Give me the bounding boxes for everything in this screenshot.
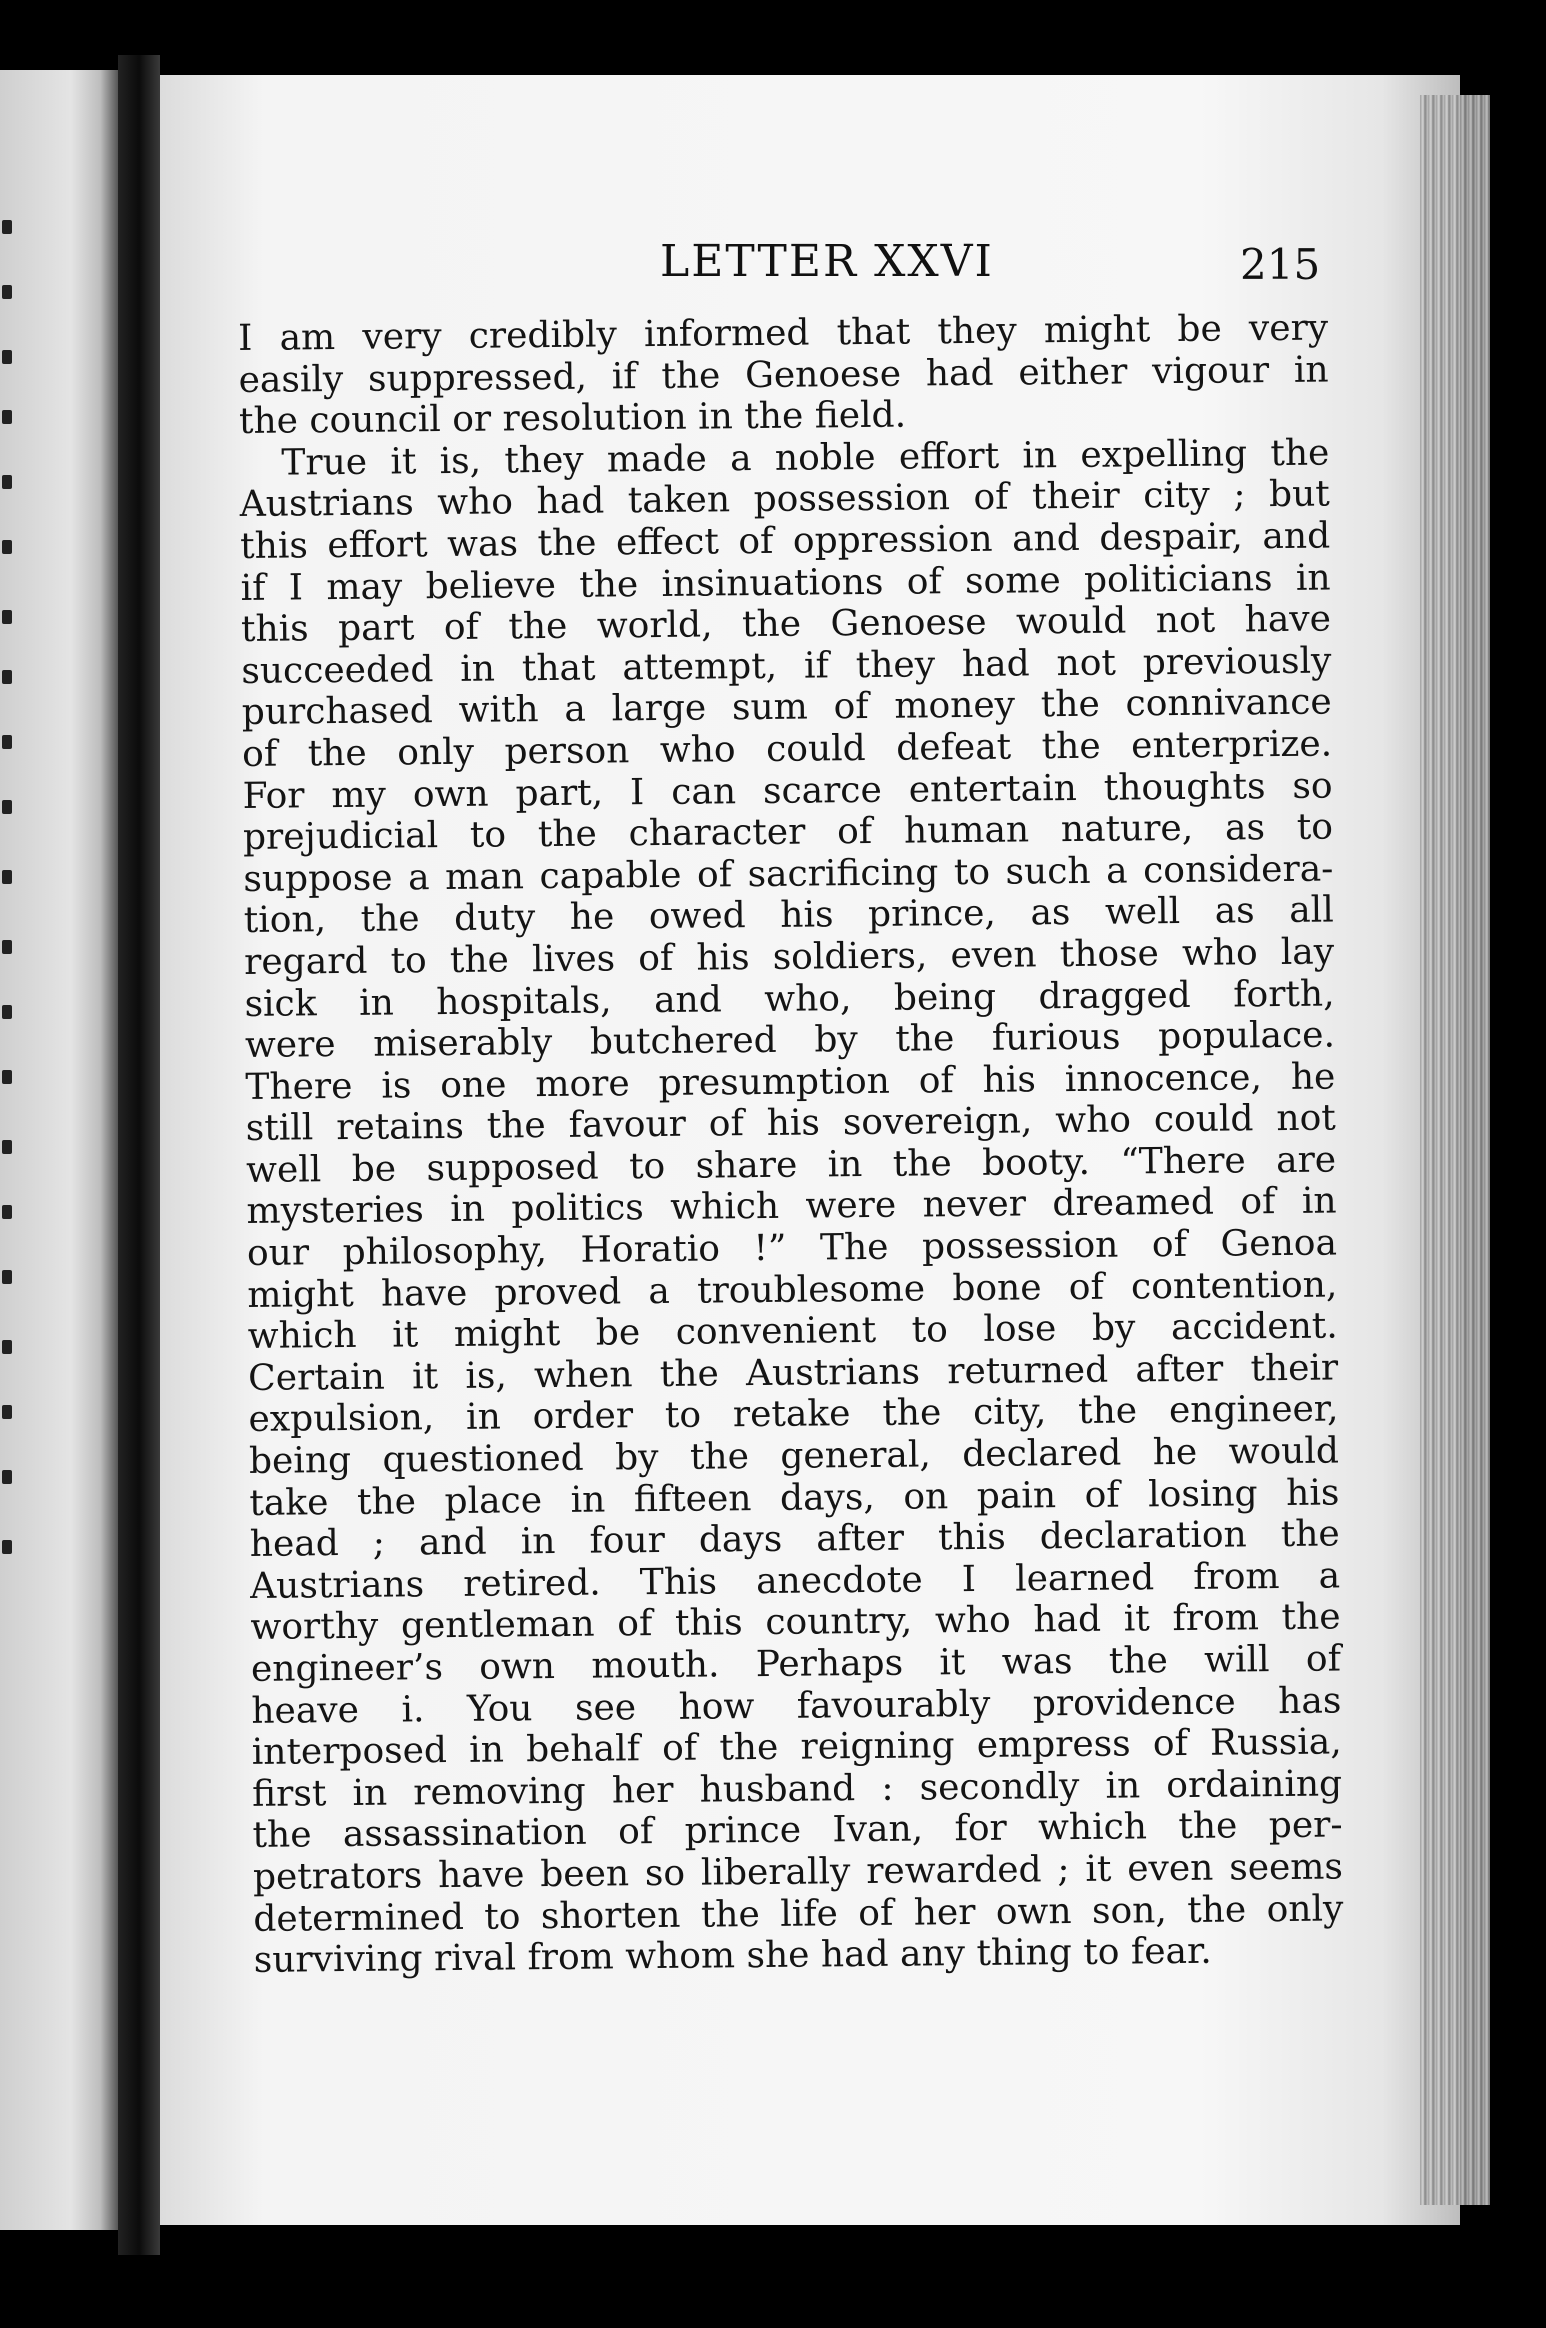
text-line: For my own part, I can scarce entertain thoughts so <box>242 765 1333 817</box>
text-fragment <box>2 670 12 684</box>
text-fragment <box>2 1070 12 1084</box>
text-line: Certain it is, when the Austrians returned after their <box>247 1347 1339 1399</box>
text-fragment <box>2 475 12 489</box>
running-head: LETTER XXVI <box>660 236 994 287</box>
text-line: Austrians retired. This anecdote I learned from a <box>249 1555 1341 1607</box>
text-line: of the only person who could defeat the enterprize. <box>241 723 1333 775</box>
text-line: purchased with a large sum of money the connivance <box>241 681 1332 734</box>
text-fragment <box>2 1140 12 1154</box>
text-line: Austrians who had taken possession of their city ; but <box>239 473 1330 526</box>
text-line: surviving rival from whom she had any thing to fear. <box>253 1930 1212 1982</box>
text-fragment <box>2 220 12 234</box>
text-line: determined to shorten the life of her own son, the only <box>253 1888 1344 1940</box>
text-line: succeeded in that attempt, if they had not previously <box>241 640 1332 692</box>
text-fragment <box>2 1470 12 1484</box>
text-line: if I may believe the insinuations of some politicians in <box>240 557 1331 609</box>
text-fragment <box>2 1340 12 1354</box>
previous-page-text-fragments <box>0 70 20 2230</box>
text-fragment <box>2 350 12 364</box>
text-line: sick in hospitals, and who, being dragged forth, <box>244 973 1335 1025</box>
text-fragment <box>2 540 12 554</box>
text-fragment <box>2 285 12 299</box>
text-line: this effort was the effect of oppression and despair, and <box>239 515 1331 567</box>
text-line: head ; and in four days after this declaration the <box>249 1513 1340 1566</box>
text-line: engineer’s own mouth. Perhaps it was the will of <box>250 1638 1342 1690</box>
text-line: might have proved a troublesome bone of contention, <box>247 1264 1338 1316</box>
text-line: I am very credibly informed that they might be very <box>238 307 1329 359</box>
text-fragment <box>2 1270 12 1284</box>
text-line: this part of the world, the Genoese would not have <box>240 598 1332 651</box>
text-fragment <box>2 940 12 954</box>
text-fragment <box>2 1005 12 1019</box>
text-line: petrators have been so liberally rewarded ; it even seems <box>252 1846 1344 1898</box>
text-fragment <box>2 610 12 624</box>
page-number: 215 <box>1240 240 1321 289</box>
text-line: take the place in fifteen days, on pain of losing his <box>249 1472 1340 1524</box>
text-line: the assassination of prince Ivan, for which the per- <box>252 1804 1343 1857</box>
text-fragment <box>2 735 12 749</box>
text-line: first in removing her husband : secondly in ordaining <box>251 1763 1343 1815</box>
text-line: being questioned by the general, declared he would <box>248 1430 1340 1482</box>
text-line: our philosophy, Horatio !” The possession of Genoa <box>246 1222 1338 1275</box>
text-line: the council or resolution in the field. <box>238 394 907 443</box>
text-line: heave i. You see how favourably providence has <box>251 1680 1342 1732</box>
text-line: True it is, they made a noble effort in expelling the <box>281 432 1330 484</box>
text-fragment <box>2 1405 12 1419</box>
text-fragment <box>2 1205 12 1219</box>
text-line: mysteries in politics which were never dreamed of in <box>246 1180 1337 1233</box>
text-fragment <box>2 410 12 424</box>
text-line: There is one more presumption of his innocence, he <box>245 1056 1336 1108</box>
text-line: tion, the duty he owed his prince, as well as all <box>243 889 1334 942</box>
text-fragment <box>2 1540 12 1554</box>
page-stack-edge <box>1420 95 1490 2205</box>
text-fragment <box>2 870 12 884</box>
body-text <box>238 308 1344 1982</box>
text-line: well be supposed to share in the booty. “There are <box>245 1139 1337 1191</box>
text-line: were miserably butchered by the furious populace. <box>244 1014 1336 1067</box>
text-line: expulsion, in order to retake the city, the engineer, <box>248 1388 1339 1441</box>
text-line: interposed in behalf of the reigning empress of Russia, <box>251 1721 1342 1774</box>
text-line: regard to the lives of his soldiers, even those who lay <box>243 931 1335 983</box>
text-line: worthy gentleman of this country, who had it from the <box>250 1596 1341 1649</box>
text-line: suppose a man capable of sacrificing to such a considera- <box>243 848 1334 900</box>
text-line: prejudicial to the character of human nature, as to <box>242 806 1334 859</box>
text-line: which it might be convenient to lose by accident. <box>247 1305 1338 1358</box>
text-fragment <box>2 800 12 814</box>
text-line: easily suppressed, if the Genoese had either vigour in <box>238 349 1329 401</box>
text-line: still retains the favour of his sovereign, who could not <box>245 1097 1336 1150</box>
book-gutter <box>118 55 160 2255</box>
previous-page-edge <box>0 70 118 2230</box>
